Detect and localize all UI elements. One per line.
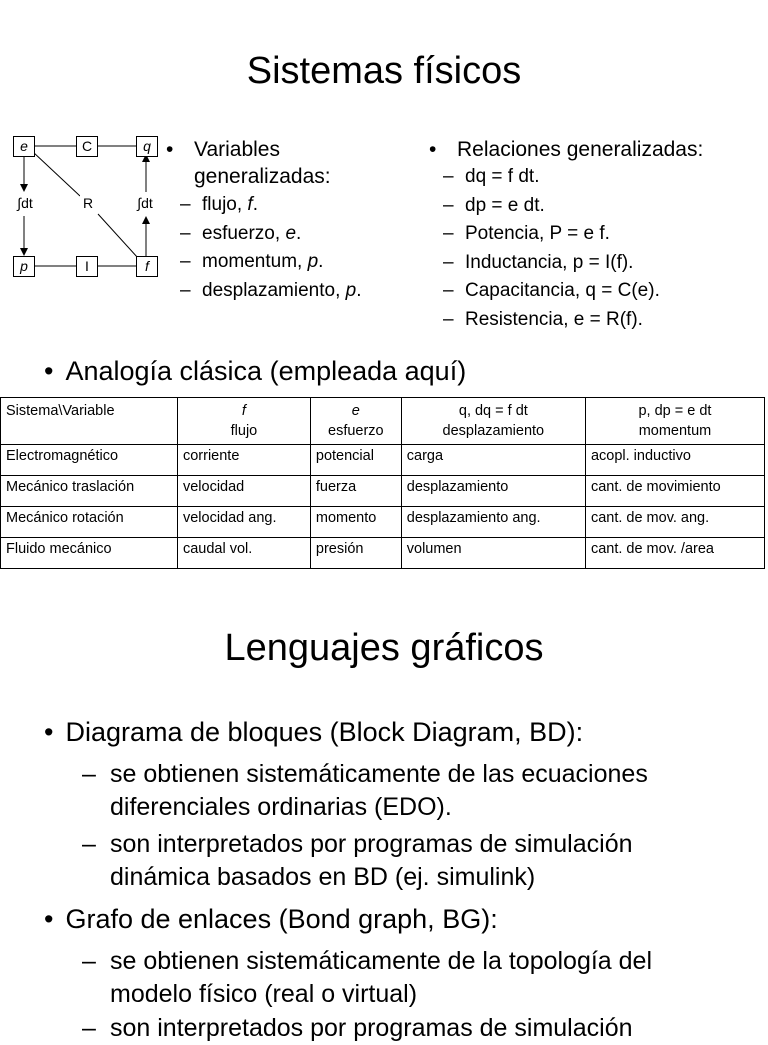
bullet: •	[44, 356, 54, 386]
table-cell: Mecánico rotación	[1, 507, 178, 538]
table-header-row	[1, 398, 765, 445]
table-header-cell: Sistema\Variable	[1, 398, 178, 445]
table-cell: Electromagnético	[1, 445, 178, 476]
variable-item: – esfuerzo, e.	[180, 222, 302, 244]
node-q: q	[136, 136, 158, 157]
sub-bullet: – son interpretados por programas de simulación	[82, 1014, 633, 1042]
table-cell: fuerza	[310, 476, 401, 507]
node-R: R	[80, 195, 96, 211]
table-cell: volumen	[401, 538, 585, 569]
node-integral-right: ∫dt	[130, 195, 160, 211]
table-header-cell: q, dq = f dt desplazamiento	[401, 398, 585, 445]
table-header-cell: f flujo	[177, 398, 310, 445]
sub-bullet: – se obtienen sistemáticamente de la topología del modelo físico (real o virtual)	[82, 947, 653, 1008]
relation-item: – Inductancia, p = I(f).	[443, 251, 634, 273]
table-cell: Mecánico traslación	[1, 476, 178, 507]
relation-item: – Potencia, P = e f.	[443, 223, 610, 244]
bullet-bond-graph: • Grafo de enlaces (Bond graph, BG):	[44, 904, 498, 934]
table-cell: momento	[310, 507, 401, 538]
table-cell: corriente	[177, 445, 310, 476]
relation-item: – Capacitancia, q = C(e).	[443, 280, 660, 301]
slide2-title: Lenguajes gráficos	[224, 627, 544, 669]
analogy-table	[0, 397, 765, 569]
table-cell: caudal vol.	[177, 538, 310, 569]
node-C: C	[76, 136, 98, 157]
table-row	[1, 507, 765, 538]
bullet-block-diagram: • Diagrama de bloques (Block Diagram, BD):	[44, 717, 584, 747]
table-cell: Fluido mecánico	[1, 538, 178, 569]
variable-item: – momentum, p.	[180, 251, 324, 272]
table-cell: acopl. inductivo	[585, 445, 764, 476]
bullet: •	[429, 138, 437, 161]
relation-item: – dp = e dt.	[443, 194, 545, 216]
table-row	[1, 538, 765, 569]
table-cell: desplazamiento	[401, 476, 585, 507]
variables-list	[166, 136, 362, 305]
node-e: e	[13, 136, 35, 157]
node-integral-left: ∫dt	[10, 195, 40, 211]
variable-item: – flujo, f.	[180, 194, 258, 215]
variables-heading-line1: Variables	[194, 138, 280, 161]
generalized-variables-diagram	[10, 128, 160, 283]
variable-item: – desplazamiento, p.	[180, 279, 362, 301]
table-cell: cant. de mov. ang.	[585, 507, 764, 538]
node-p: p	[13, 256, 35, 277]
analogy-heading: • Analogía clásica (empleada aquí)	[44, 356, 467, 386]
node-I: I	[76, 256, 98, 277]
table-cell: carga	[401, 445, 585, 476]
bullet: •	[166, 138, 174, 161]
table-header-cell: e esfuerzo	[310, 398, 401, 445]
table-cell: cant. de movimiento	[585, 476, 764, 507]
sub-bullet: – son interpretados por programas de simulación dinámica basados en BD (ej. simulink)	[82, 830, 633, 891]
table-cell: desplazamiento ang.	[401, 507, 585, 538]
relations-list	[429, 136, 704, 334]
table-row	[1, 476, 765, 507]
table-cell: presión	[310, 538, 401, 569]
bullet: •	[44, 904, 54, 934]
node-f: f	[136, 256, 158, 277]
table-cell: velocidad	[177, 476, 310, 507]
sub-bullet: – se obtienen sistemáticamente de las ecuaciones diferenciales ordinarias (EDO).	[82, 760, 648, 821]
variables-heading	[166, 136, 362, 190]
relation-item: – Resistencia, e = R(f).	[443, 308, 643, 330]
table-cell: potencial	[310, 445, 401, 476]
relations-heading: • Relaciones generalizadas:	[429, 138, 704, 161]
slide1-title: Sistemas físicos	[246, 50, 522, 92]
table-cell: cant. de mov. /area	[585, 538, 764, 569]
table-row	[1, 445, 765, 476]
bullet: •	[44, 717, 54, 747]
variables-heading-line2: generalizadas:	[194, 165, 331, 188]
table-header-cell: p, dp = e dt momentum	[585, 398, 764, 445]
table-cell: velocidad ang.	[177, 507, 310, 538]
relation-item: – dq = f dt.	[443, 166, 540, 187]
